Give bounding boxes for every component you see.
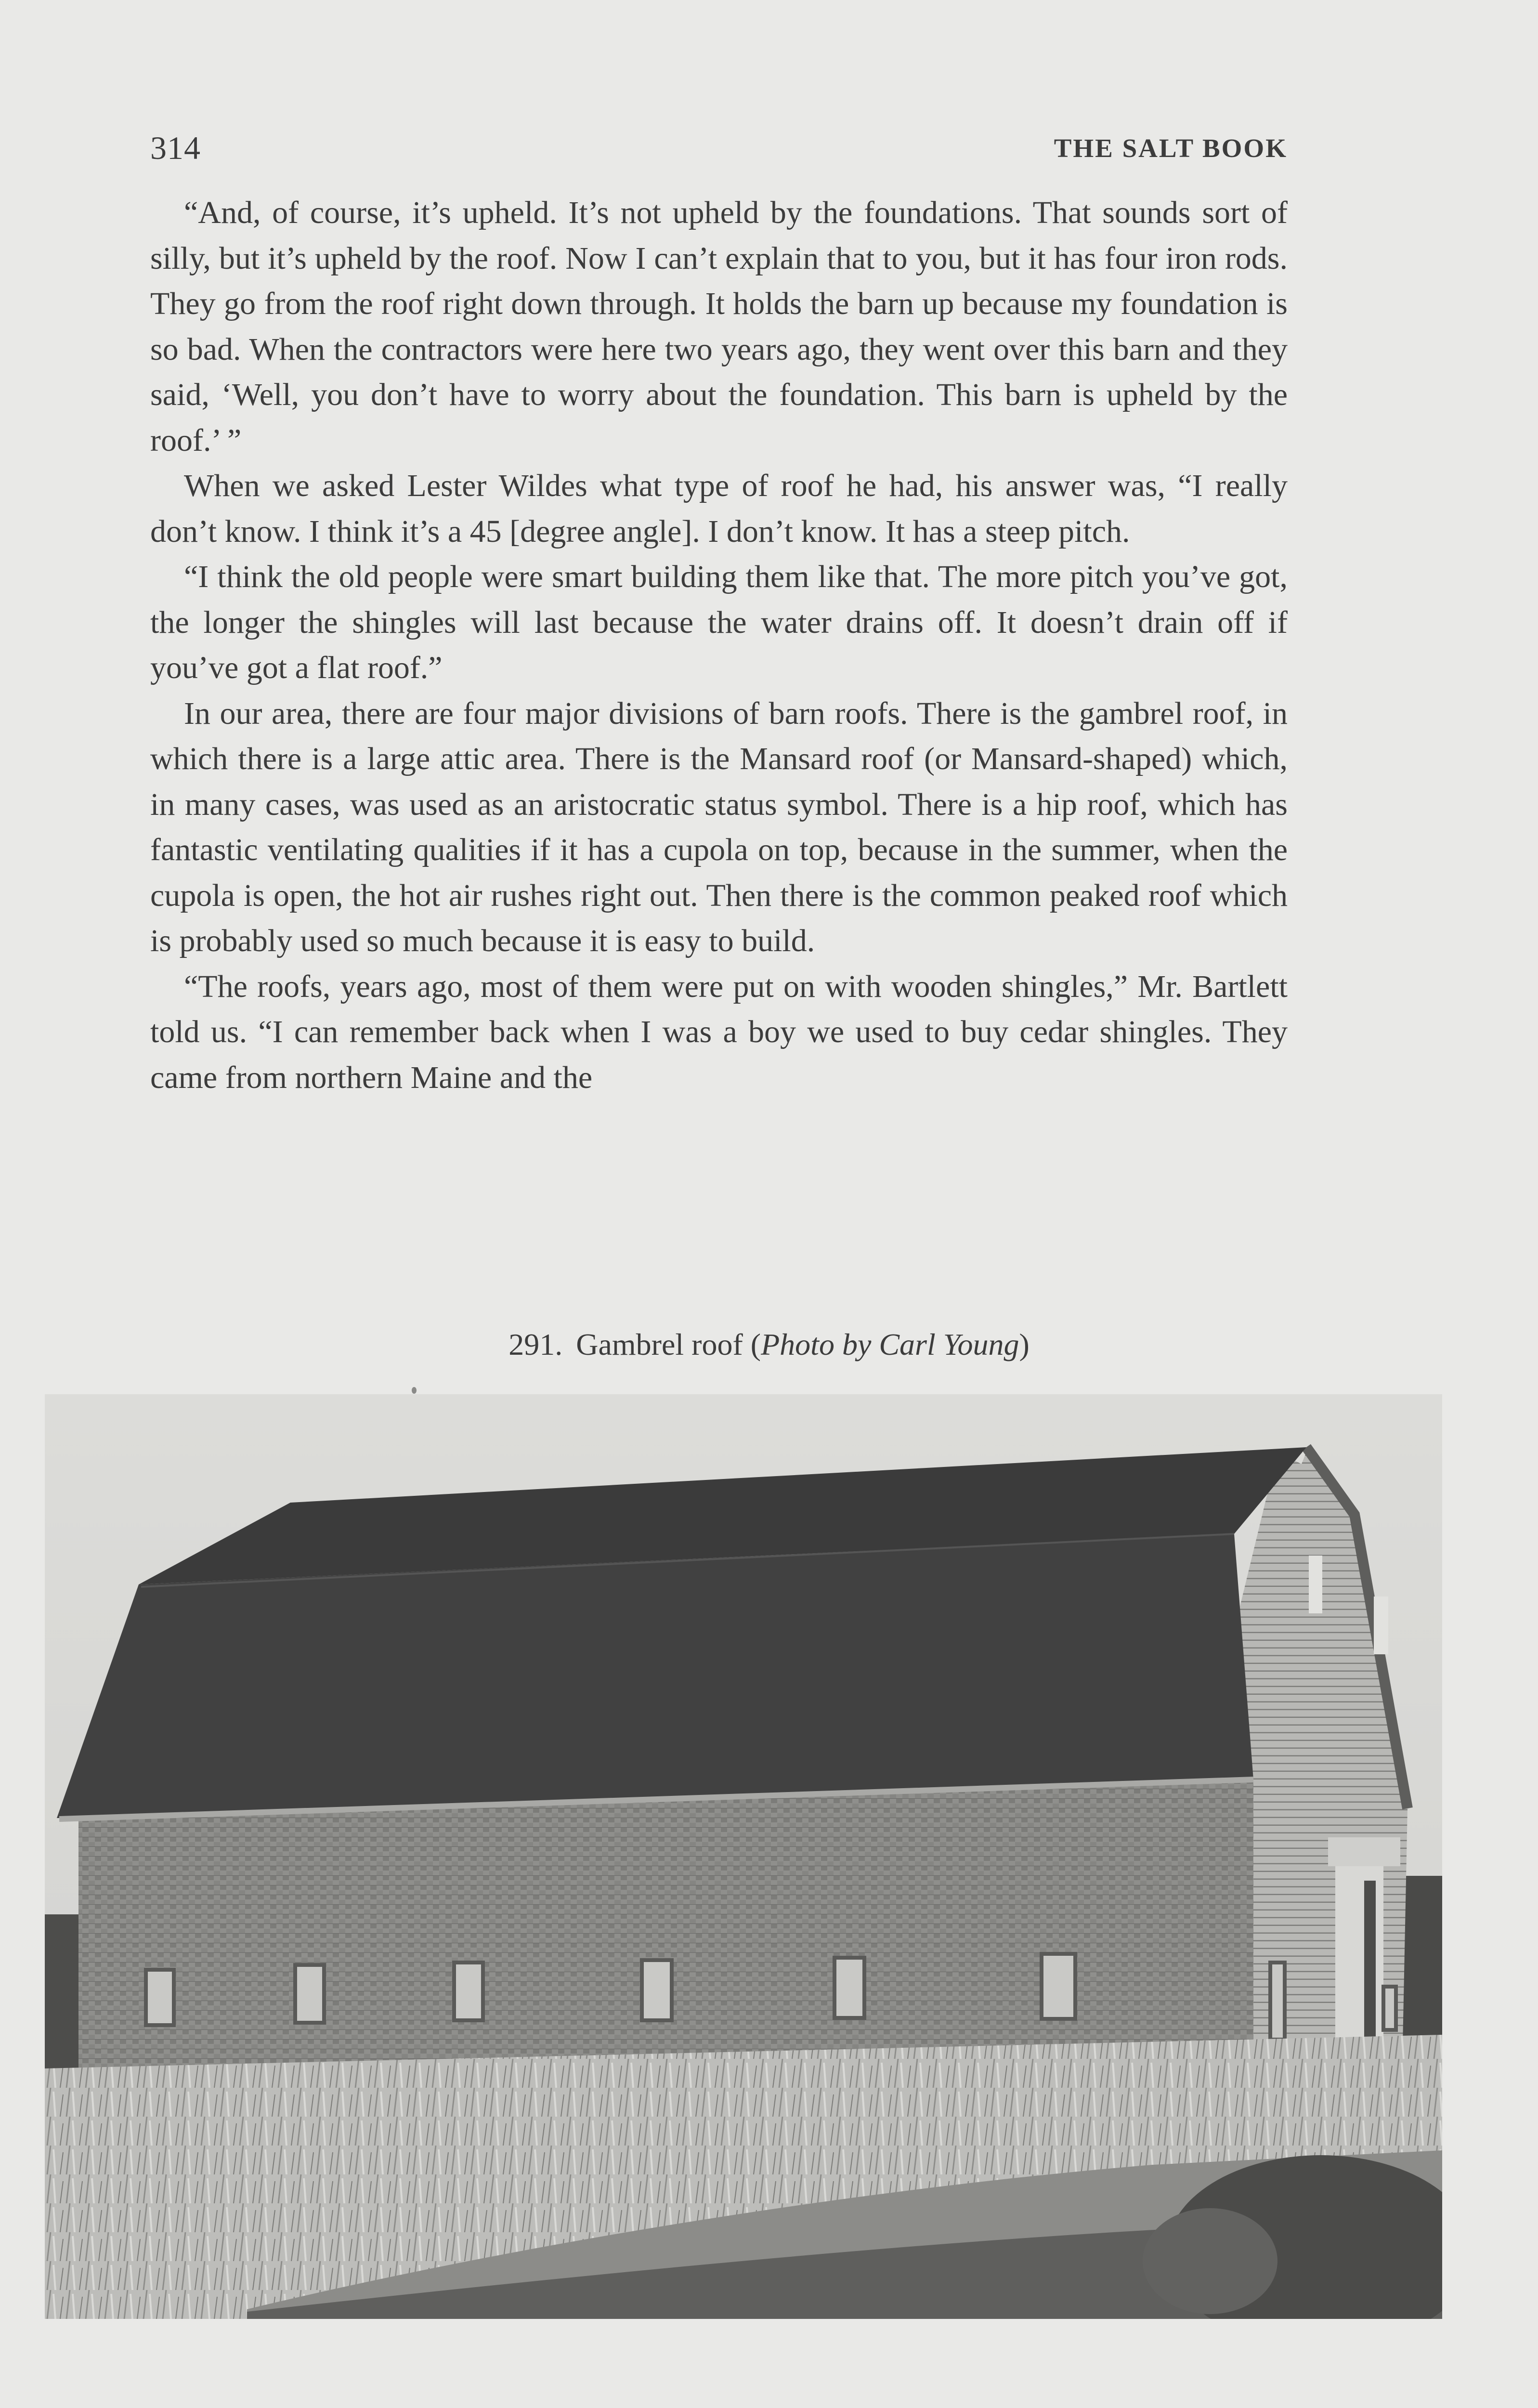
paragraph: When we asked Lester Wildes what type of roof he had, his answer was, “I really don’t know. I think it’s a 45 [degree angle]. I don’t know. It has a steep pitch. xyxy=(150,468,1288,549)
gambrel-barn-illustration xyxy=(45,1394,1442,2319)
barn-side-wall xyxy=(78,1780,1253,2078)
background-trees-left xyxy=(45,1914,78,2068)
figure-title: Gambrel roof ( xyxy=(576,1327,761,1361)
body-text xyxy=(150,190,1288,1100)
paragraph: In our area, there are four major divisions of barn roofs. There is the gambrel roof, in which there is a large attic area. There is the Mansard roof (or Mansard-shaped) which, in many cases, was used as an aristocratic status symbol. There is a hip roof, which has fantastic ventilating qualities if it has a cupola on top, because in the summer, when the cupola is open, the hot air rushes right out. Then there is the common peaked roof which is probably used so much because it is easy to build. xyxy=(150,695,1288,958)
print-speck xyxy=(412,1387,417,1394)
caption-close: ) xyxy=(1019,1327,1030,1361)
photo-credit: Photo by Carl Young xyxy=(761,1327,1019,1361)
page-header xyxy=(150,129,1288,172)
page-number: 314 xyxy=(150,130,201,166)
barn-photo xyxy=(45,1394,1442,2319)
paragraph: “And, of course, it’s upheld. It’s not upheld by the foundations. That sounds sort of silly, but it’s upheld by the roof. Now I can’t explain that to you, but it has four iron rods. They go from the roof right down through. It holds the barn up because my foundation is so bad. When the contractors were here two years ago, they went over this barn and they said, ‘Well, you don’t have to worry about the foundation. This barn is upheld by the roof.’ ” xyxy=(150,195,1288,458)
paragraph: “The roofs, years ago, most of them were put on with wooden shingles,” Mr. Bartlett told us. “I can remember back when I was a boy we used to buy cedar shingles. They came from northern Maine and the xyxy=(150,968,1288,1095)
barn-door xyxy=(1335,1857,1383,2059)
loft-window xyxy=(1309,1556,1322,1613)
loft-window xyxy=(1374,1597,1388,1654)
figure-number: 291. xyxy=(508,1327,563,1361)
running-head: THE SALT BOOK xyxy=(1054,133,1288,163)
figure-caption xyxy=(0,1327,1538,1362)
paragraph: “I think the old people were smart building them like that. The more pitch you’ve got, the longer the shingles will last because the water drains off. It doesn’t drain off if you’ve got a flat roof.” xyxy=(150,559,1288,685)
